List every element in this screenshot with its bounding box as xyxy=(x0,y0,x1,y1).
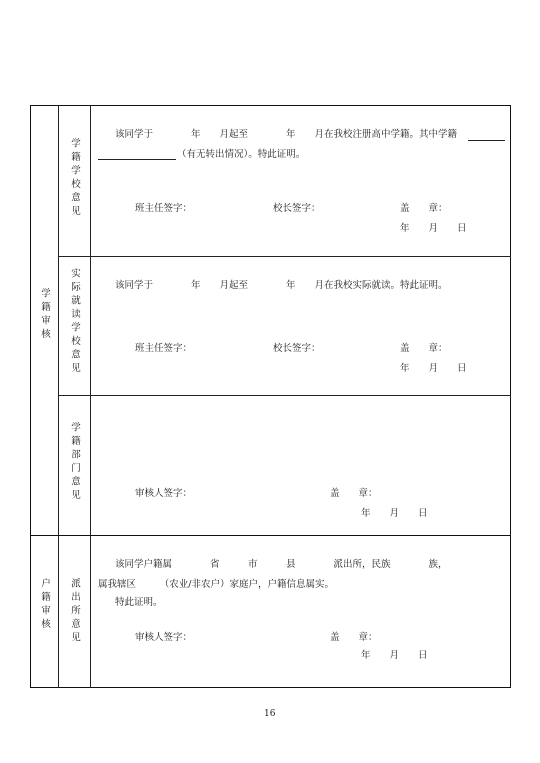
section-label-registration-dept: 学籍部门意见 xyxy=(69,422,80,503)
review-table xyxy=(30,105,511,688)
class-teacher-signature-label: 班主任签字： xyxy=(135,343,193,354)
date-label: 年 月 日 xyxy=(361,650,428,661)
actual-school-text-line1: 该同学于 年 月起至 年 月在我校实际就读。特此证明。 xyxy=(115,280,448,291)
group-divider xyxy=(30,535,511,536)
police-station-text-line2: 属我辖区 （农业/非农户）家庭户，户籍信息属实。 xyxy=(98,579,334,590)
group-label-school-review: 学籍审核 xyxy=(39,288,50,342)
registration-school-text-line1: 该同学于 年 月起至 年 月在我校注册高中学籍。其中学籍 xyxy=(115,129,458,140)
section-label-registration-school: 学籍学校意见 xyxy=(69,138,80,219)
registration-blank-underline-2 xyxy=(98,159,176,160)
principal-signature-label: 校长签字： xyxy=(273,203,321,214)
date-label: 年 月 日 xyxy=(400,363,467,374)
group-label-household-review: 户籍审核 xyxy=(39,578,50,632)
page-number: 16 xyxy=(264,709,276,719)
date-label: 年 月 日 xyxy=(400,223,467,234)
class-teacher-signature-label: 班主任签字： xyxy=(135,203,193,214)
section-label-police-station: 派出所意见 xyxy=(69,578,80,646)
label-column-divider xyxy=(90,105,91,688)
seal-label: 盖 章： xyxy=(400,203,448,214)
reviewer-signature-label: 审核人签字： xyxy=(135,632,193,643)
row-divider-1 xyxy=(58,256,511,257)
principal-signature-label: 校长签字： xyxy=(273,343,321,354)
police-station-text-line3: 特此证明。 xyxy=(115,597,163,608)
registration-school-text-line2: （有无转出情况）。特此证明。 xyxy=(177,149,306,160)
seal-label: 盖 章： xyxy=(330,488,378,499)
registration-blank-underline-1 xyxy=(468,140,505,141)
seal-label: 盖 章： xyxy=(330,632,378,643)
police-station-text-line1: 该同学户籍属 省 市 县 派出所，民族 族， xyxy=(115,559,448,570)
section-label-actual-school: 实际就读学校意见 xyxy=(69,268,80,376)
group-column-divider xyxy=(58,105,59,688)
reviewer-signature-label: 审核人签字： xyxy=(135,488,193,499)
seal-label: 盖 章： xyxy=(400,343,448,354)
date-label: 年 月 日 xyxy=(361,508,428,519)
row-divider-2 xyxy=(58,395,511,396)
